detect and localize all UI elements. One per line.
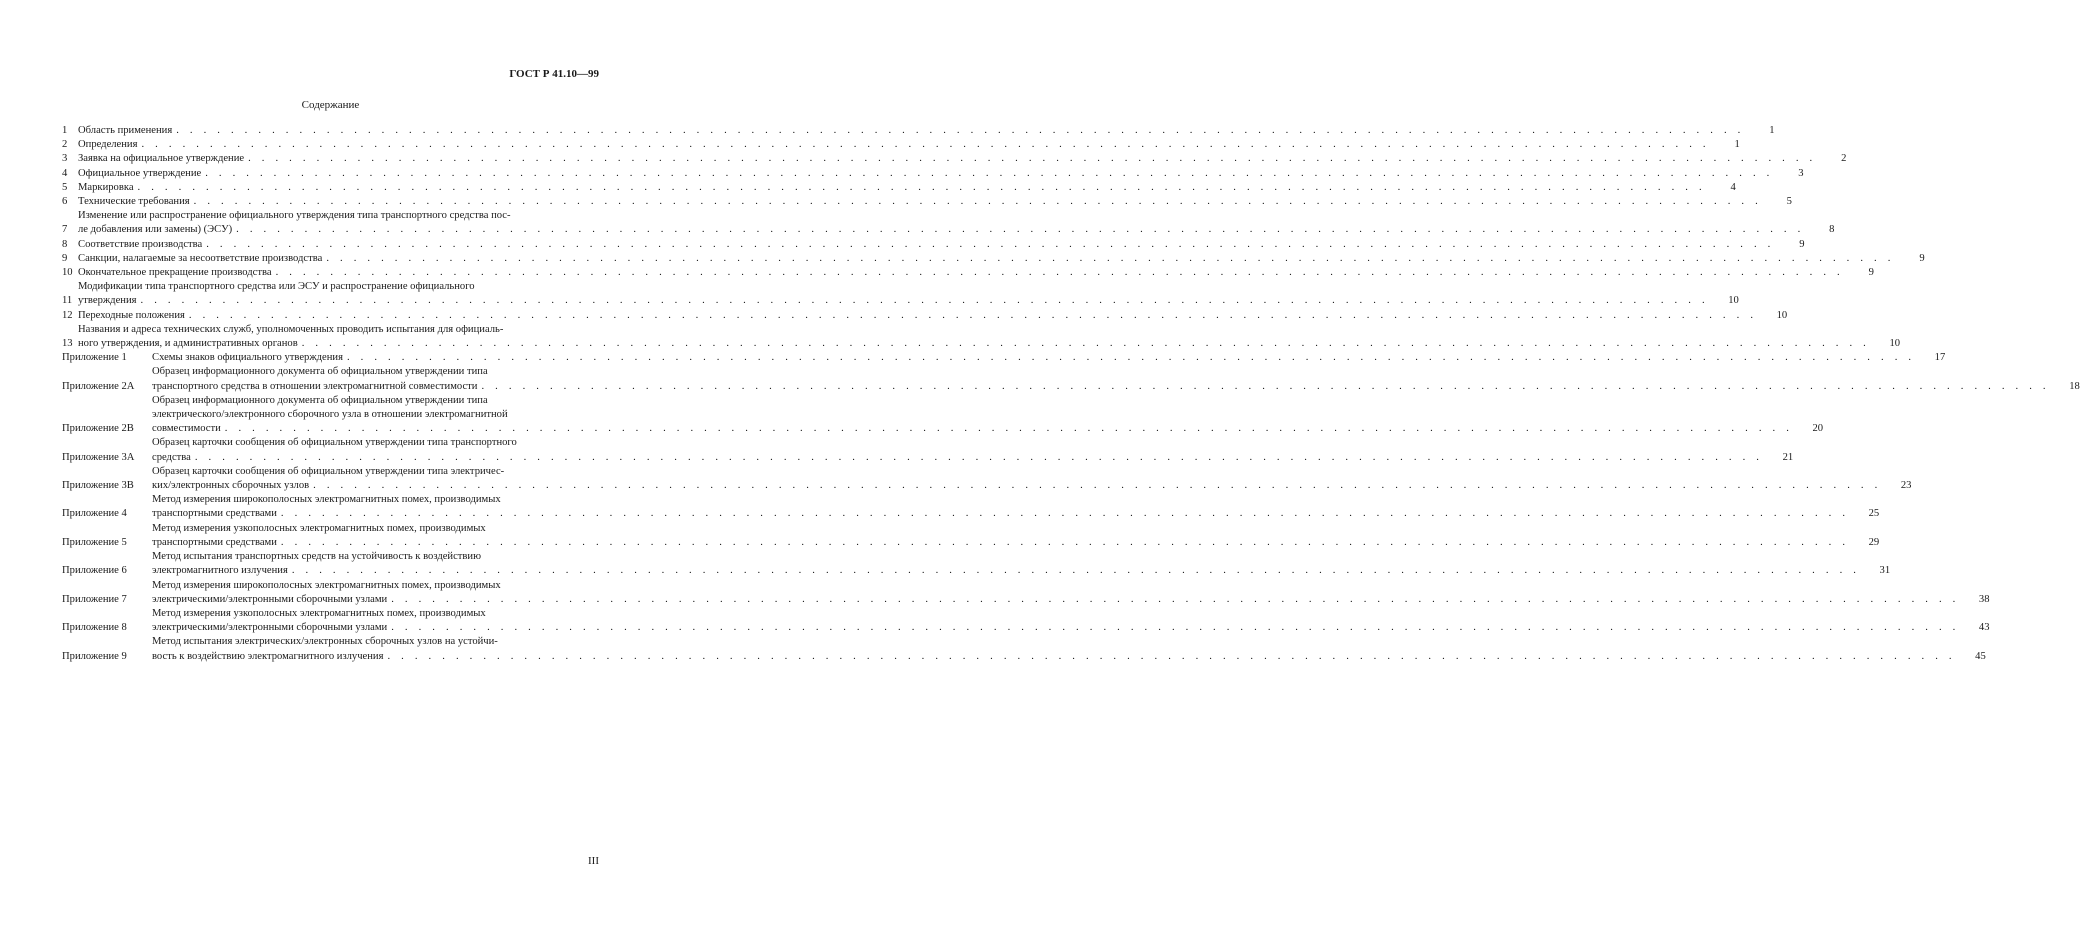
toc-appendix-label: Приложение 7 [62,593,127,605]
toc-entry-title [78,181,1736,195]
toc-title-line: Метод испытания транспортных средств на устойчивость к воздействию [152,551,481,563]
toc-title-line: Окончательное прекращение производства [78,267,272,279]
toc-entry[interactable] [62,280,1739,308]
toc-appendix-label: Приложение 1 [62,352,127,364]
toc-section-number: 2 [62,139,68,151]
toc-page-number: 9 [1799,238,1805,250]
toc-title-line: Модификации типа транспортного средства или ЭСУ и распространение официального [78,281,475,293]
dot-leader [288,564,1860,578]
toc-title-line: вость к воздействию электромагнитного излучения [152,650,384,662]
toc-entry[interactable] [62,351,1946,365]
toc-title-line: Метод измерения широкополосных электромагнитных помех, производимых [152,494,501,506]
toc-entry[interactable] [62,266,1874,280]
toc-page-number: 23 [1900,480,1912,492]
toc-title-line: Образец информационного документа об официальном утверждении типа [152,394,488,406]
toc-appendix-label: Приложение 2В [62,423,134,435]
dot-leader [134,181,1706,195]
toc-entry-title [78,124,1775,138]
toc-page-number: 9 [1919,252,1925,264]
dot-leader [387,593,1959,607]
toc-section-number: 6 [62,196,68,208]
toc-page-number: 45 [1975,650,1986,662]
dot-leader [387,621,1959,635]
toc-entry-title [152,436,1794,464]
toc-entry[interactable] [62,394,1824,437]
toc-title-line: средства [152,451,191,463]
dot-leader [309,479,1881,493]
toc-entry[interactable] [62,252,1925,266]
toc-page-number: 18 [2069,380,2080,392]
toc-title-line: транспортными средствами [152,508,277,520]
toc-page-number: 38 [1978,593,1990,605]
toc-section-number: 13 [62,338,73,350]
toc-title-line: Образец информационного документа об официальном утверждении типа [152,366,488,378]
toc-appendix-label: Приложение 9 [62,650,127,662]
toc-section-number: 4 [62,167,68,179]
toc-page-number: 3 [1798,167,1804,179]
toc-entry-title [78,238,1805,252]
dot-leader [221,422,1793,436]
toc-section-number: 9 [62,252,68,264]
toc-entry-title [152,579,1990,607]
toc-entry[interactable] [62,195,1792,209]
toc-entry-title [152,607,1990,635]
dot-leader [277,536,1849,550]
toc-title-line: Соответствие производства [78,238,203,250]
dot-leader [202,238,1774,252]
toc-title-line: транспортного средства в отношении электромагнитной совместимости [152,380,478,392]
toc-title-line: Образец карточки сообщения об официальном утверждении типа электричес- [152,465,505,477]
toc-title-line: Образец карточки сообщения об официальном утверждении типа транспортного [152,437,517,449]
toc-page-number: 17 [1934,352,1946,364]
toc-entry-title [78,138,1740,152]
toc-sections [62,124,1925,351]
table-of-contents [62,124,2080,664]
dot-leader [232,223,1804,237]
toc-title-line: Технические требования [78,196,190,208]
toc-appendix-label: Приложение 5 [62,536,127,548]
toc-title-line: совместимости [152,423,221,435]
toc-entry[interactable] [62,209,1835,237]
toc-section-number: 11 [62,295,73,307]
toc-entry[interactable] [62,522,1880,550]
toc-section-number: 12 [62,309,73,321]
dot-leader [244,152,1816,166]
toc-entry[interactable] [62,238,1805,252]
toc-entry-title [152,394,1824,437]
toc-title-line: Названия и адреса технических служб, уполномоченных проводить испытания для официаль- [78,323,504,335]
toc-title-line: Маркировка [78,181,134,193]
toc-section-number: 10 [62,267,73,279]
toc-section-number: 8 [62,238,68,250]
toc-appendix-label: Приложение 6 [62,565,127,577]
dot-leader [137,138,1709,152]
toc-page-number: 21 [1782,451,1794,463]
toc-section-number: 3 [62,153,68,165]
toc-entry-title [152,635,1986,663]
toc-title-line: Область применения [78,125,173,136]
toc-appendix-label: Приложение 3А [62,451,135,463]
toc-title-line: Метод измерения узкополосных электромагнитных помех, производимых [152,607,486,619]
toc-title-line: утверждения [78,295,137,307]
toc-title: Содержание [301,99,360,111]
toc-entry[interactable] [62,436,1794,464]
toc-page-number: 25 [1868,508,1880,520]
dot-leader [191,451,1763,465]
toc-title-line: Официальное утверждение [78,167,202,179]
toc-entry-title [152,365,2080,393]
toc-entry-title [152,351,1946,365]
toc-title-line: Изменение или распространение официального утверждения типа транспортного средства пос- [78,210,511,222]
toc-page-number: 10 [1889,338,1901,350]
toc-title-line: Схемы знаков официального утверждения [152,352,343,364]
dot-leader [277,507,1849,521]
toc-entry-title [78,167,1804,181]
toc-entry-title [152,493,1880,521]
toc-page-number: 1 [1769,125,1775,136]
toc-title-line: ного утверждения, и административных органов [78,338,298,350]
toc-page-number: 29 [1868,536,1880,548]
toc-entry[interactable] [62,323,1901,351]
toc-page-number: 10 [1728,295,1739,307]
dot-leader [343,351,1915,365]
dot-leader [298,337,1870,351]
toc-entry[interactable] [62,309,1788,323]
dot-leader [322,252,1894,266]
toc-appendix-label: Приложение 2А [62,380,135,392]
toc-title-line: Заявка на официальное утверждение [78,153,245,165]
toc-page-number: 1 [1734,139,1740,151]
toc-entry-title [78,280,1739,308]
toc-page-number: 4 [1730,181,1736,193]
dot-leader [137,294,1709,308]
toc-appendix-label: Приложение 8 [62,622,127,634]
toc-entry-title [152,550,1891,578]
toc-page-number: 10 [1776,309,1788,321]
toc-section-number: 1 [62,125,68,136]
toc-title-line: Переходные положения [78,309,185,321]
toc-appendix-label: Приложение 3В [62,480,134,492]
toc-entry-title [78,252,1925,266]
page-number: III [588,855,599,867]
toc-entry-title [78,323,1901,351]
toc-page-number: 9 [1868,267,1874,279]
toc-entry[interactable] [62,635,1986,663]
toc-section-number: 5 [62,181,68,193]
toc-entry[interactable] [62,365,2080,393]
toc-title-line: электрическими/электронными сборочными узлами [152,593,388,605]
toc-entry-title [78,266,1874,280]
toc-appendices [62,351,2080,663]
dot-leader [272,266,1844,280]
toc-entry[interactable] [62,465,1912,493]
toc-title-line: Метод измерения узкополосных электромагнитных помех, производимых [152,522,486,534]
dot-leader [477,380,2049,394]
dot-leader [383,650,1955,664]
toc-title-line: Санкции, налагаемые за несоответствие производства [78,252,323,264]
toc-appendix-label: Приложение 4 [62,508,127,520]
toc-entry[interactable] [62,579,1990,607]
toc-page-number: 2 [1841,153,1847,165]
toc-entry[interactable] [62,124,1775,138]
toc-title-line: транспортными средствами [152,536,277,548]
dot-leader [185,309,1757,323]
toc-title-line: электрическими/электронными сборочными узлами [152,622,388,634]
toc-entry-title [152,522,1880,550]
toc-entry[interactable] [62,152,1847,166]
toc-page-number: 20 [1812,423,1824,435]
toc-title-line: электромагнитного излучения [152,565,288,577]
toc-title-line: ких/электронных сборочных узлов [152,480,310,492]
toc-entry[interactable] [62,181,1736,195]
toc-page-number: 5 [1786,196,1792,208]
toc-entry-title [78,152,1847,166]
toc-entry-title [78,195,1792,209]
toc-title-line: Метод измерения широкополосных электромагнитных помех, производимых [152,579,501,591]
toc-entry[interactable] [62,138,1740,152]
toc-page-number: 31 [1879,565,1891,577]
toc-entry-title [152,465,1912,493]
document-code: ГОСТ Р 41.10—99 [509,68,599,80]
toc-entry[interactable] [62,607,1990,635]
toc-entry[interactable] [62,550,1891,578]
toc-entry-title [78,209,1835,237]
toc-title-line: Метод испытания электрических/электронных сборочных узлов на устойчи- [152,636,498,648]
dot-leader [201,167,1773,181]
toc-entry[interactable] [62,493,1880,521]
toc-page-number: 43 [1978,622,1990,634]
toc-title-line: электрического/электронного сборочного узла в отношении электромагнитной [152,409,508,421]
toc-page-number: 8 [1829,224,1835,236]
toc-title-line: ле добавления или замены) (ЭСУ) [78,224,233,236]
toc-section-number: 7 [62,224,68,236]
dot-leader [172,124,1744,138]
toc-title-line: Определения [78,139,138,151]
toc-entry-title [78,309,1788,323]
dot-leader [190,195,1762,209]
toc-entry[interactable] [62,167,1804,181]
